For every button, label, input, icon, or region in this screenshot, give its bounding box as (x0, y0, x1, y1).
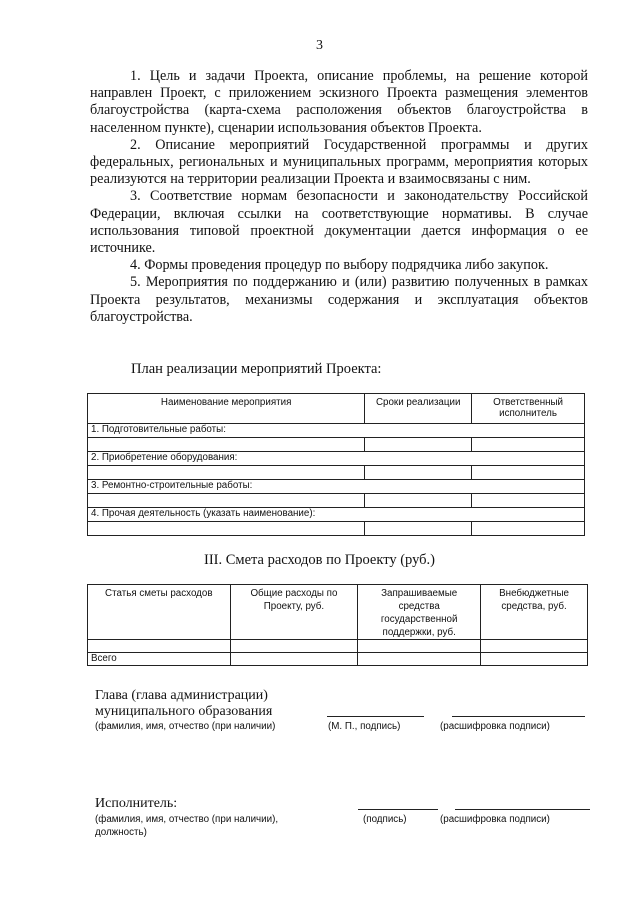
smeta-total-label: Всего (88, 653, 231, 666)
smeta-header-requested: Запрашиваемые средства государственной поддержки, руб. (358, 585, 481, 640)
executor-sign-label: (подпись) (363, 814, 407, 825)
smeta-title: III. Смета расходов по Проекту (руб.) (203, 552, 436, 568)
plan-header-responsible: Ответственный исполнитель (472, 394, 585, 424)
executor-decode-line (455, 809, 590, 810)
head-title-line1: Глава (глава администрации) (95, 688, 268, 703)
table-row (88, 438, 585, 452)
plan-header-row (88, 394, 585, 424)
executor-fio-label-line2: должность) (95, 827, 147, 838)
plan-section-row (88, 508, 585, 522)
smeta-total-row (88, 653, 588, 666)
head-decode-label: (расшифровка подписи) (440, 721, 550, 732)
paragraph-2: 2. Описание мероприятий Государственной программы и других федеральных, региональных и муниципальных программ, мероприятия которых реализуются на территории реализации Проекта и взаимосвязаны с ним. (90, 136, 588, 188)
table-row (88, 466, 585, 480)
plan-section-label: 3. Ремонтно-строительные работы: (88, 480, 585, 494)
head-sign-line (327, 716, 424, 717)
plan-section-row (88, 480, 585, 494)
head-fio-label: (фамилия, имя, отчество (при наличии) (95, 721, 276, 732)
table-row (88, 522, 585, 536)
smeta-header-total: Общие расходы по Проекту, руб. (230, 585, 358, 640)
executor-sign-line (358, 809, 438, 810)
executor-decode-label: (расшифровка подписи) (440, 814, 550, 825)
page-number: 3 (316, 38, 323, 53)
executor-title: Исполнитель: (95, 796, 178, 811)
smeta-header-item: Статья сметы расходов (88, 585, 231, 640)
plan-section-label: 4. Прочая деятельность (указать наименование): (88, 508, 585, 522)
paragraph-5: 5. Мероприятия по поддержанию и (или) развитию полученных в рамках Проекта результатов, механизмы содержания и эксплуатация объектов благоустройства. (90, 274, 588, 325)
smeta-table (87, 584, 588, 666)
plan-header-name: Наименование мероприятия (88, 394, 365, 424)
table-row (88, 640, 588, 653)
head-sign-label: (М. П., подпись) (328, 721, 401, 732)
plan-table (87, 393, 585, 536)
head-decode-line (452, 716, 585, 717)
head-title-line2: муниципального образования (95, 704, 273, 719)
plan-section-label: 2. Приобретение оборудования: (88, 452, 585, 466)
executor-fio-label-line1: (фамилия, имя, отчество (при наличии), (95, 814, 279, 825)
plan-section-row (88, 452, 585, 466)
plan-section-label: 1. Подготовительные работы: (88, 424, 585, 438)
smeta-header-row (88, 585, 588, 640)
paragraph-3: 3. Соответствие нормам безопасности и законодательству Российской Федерации, включая ссылки на соответствующие нормативы. В случае использования типовой проектной документации дается информация о ее источнике. (90, 188, 588, 257)
plan-title: План реализации мероприятий Проекта: (131, 361, 382, 377)
body-text (90, 68, 588, 326)
table-row (88, 494, 585, 508)
smeta-header-offbudget: Внебюджетные средства, руб. (481, 585, 588, 640)
paragraph-1: 1. Цель и задачи Проекта, описание проблемы, на решение которой направлен Проект, с приложением эскизного Проекта размещения элементов благоустройства (карта-схема расположения объектов благоустройства в населенном пункте), сценарии использования объектов Проекта. (90, 68, 588, 136)
paragraph-4: 4. Формы проведения процедур по выбору подрядчика либо закупок. (130, 257, 549, 274)
plan-section-row (88, 424, 585, 438)
plan-header-dates: Сроки реализации (365, 394, 472, 424)
